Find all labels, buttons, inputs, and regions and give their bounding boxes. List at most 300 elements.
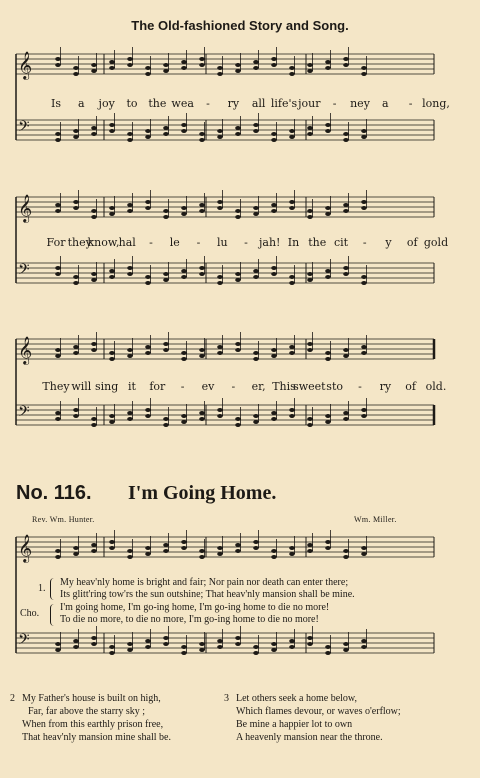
note-head (55, 354, 61, 358)
note-head (199, 138, 205, 142)
note-head (145, 546, 151, 550)
note-head (271, 63, 277, 67)
note-head (325, 540, 331, 544)
note-head (217, 206, 223, 210)
note-head (109, 66, 115, 70)
treble-staff (16, 47, 434, 80)
lyric-syllable: know, (87, 236, 120, 249)
lyric-syllable: they (67, 236, 92, 249)
lyric-syllable: all (251, 97, 266, 110)
note-head (289, 66, 295, 70)
note-head (109, 357, 115, 361)
note-head (343, 354, 349, 358)
note-head (109, 129, 115, 133)
note-head (109, 414, 115, 418)
note-head (145, 66, 151, 70)
words-credit: Rev. Wm. Hunter. (32, 515, 95, 524)
verse-line: Let others seek a home below, (236, 693, 357, 704)
note-head (271, 209, 277, 213)
note-head (271, 138, 277, 142)
note-head (307, 69, 313, 73)
note-head (73, 275, 79, 279)
note-head (163, 543, 169, 547)
lyric-syllable: For (46, 236, 66, 249)
treble-clef-icon: 𝄞 (18, 336, 33, 364)
note-head (163, 63, 169, 67)
note-head (91, 423, 97, 427)
note-head (199, 57, 205, 61)
note-head (325, 212, 331, 216)
note-head (289, 206, 295, 210)
note-head (163, 549, 169, 553)
note-head (127, 138, 133, 142)
note-head (127, 132, 133, 136)
note-head (235, 543, 241, 547)
lyric-syllable: - (180, 380, 185, 393)
lyric-syllable: This (272, 380, 296, 393)
verse-number: 3 (224, 693, 229, 704)
lyric-syllable: ry (379, 380, 392, 393)
note-head (91, 417, 97, 421)
note-head (289, 275, 295, 279)
note-head (145, 200, 151, 204)
note-head (343, 203, 349, 207)
note-head (73, 66, 79, 70)
note-head (73, 546, 79, 550)
lyric-syllable: long, (422, 97, 450, 110)
note-head (127, 63, 133, 67)
note-head (235, 63, 241, 67)
note-head (307, 423, 313, 427)
note-head (343, 648, 349, 652)
note-head (91, 549, 97, 553)
note-head (91, 636, 97, 640)
note-head (307, 132, 313, 136)
lyric-syllable: They (42, 380, 70, 393)
note-head (271, 272, 277, 276)
lyric-syllable: y (385, 236, 392, 249)
note-head (145, 206, 151, 210)
note-head (307, 342, 313, 346)
note-head (55, 411, 61, 415)
note-head (163, 348, 169, 352)
note-head (199, 549, 205, 553)
note-head (163, 417, 169, 421)
verse-line: My Father's house is built on high, (22, 693, 161, 704)
note-head (127, 348, 133, 352)
note-head (181, 66, 187, 70)
note-head (91, 348, 97, 352)
note-head (73, 408, 79, 412)
note-head (253, 129, 259, 133)
treble-staff (16, 332, 434, 365)
note-head (181, 275, 187, 279)
note-head (127, 642, 133, 646)
note-head (163, 342, 169, 346)
note-head (55, 648, 61, 652)
note-head (145, 552, 151, 556)
note-head (199, 203, 205, 207)
note-head (73, 129, 79, 133)
bass-clef-icon: 𝄢 (18, 118, 30, 139)
note-head (235, 342, 241, 346)
note-head (91, 132, 97, 136)
note-head (253, 269, 259, 273)
lyric-syllable: - (332, 97, 337, 110)
note-head (307, 209, 313, 213)
note-head (163, 636, 169, 640)
note-head (145, 281, 151, 285)
note-head (325, 206, 331, 210)
note-head (145, 408, 151, 412)
note-head (73, 135, 79, 139)
note-head (235, 423, 241, 427)
lyric-syllable: a (78, 97, 85, 110)
note-head (253, 645, 259, 649)
lyric-syllable: - (206, 97, 210, 110)
note-head (361, 414, 367, 418)
note-head (55, 642, 61, 646)
note-head (91, 543, 97, 547)
lyric-syllable: - (358, 380, 362, 393)
note-head (73, 639, 79, 643)
lyric-syllable: for (149, 380, 166, 393)
note-head (109, 546, 115, 550)
note-head (181, 645, 187, 649)
note-head (73, 206, 79, 210)
lyric-syllable: the (308, 236, 327, 249)
lyric-syllable: - (362, 236, 367, 249)
note-head (325, 60, 331, 64)
note-head (109, 60, 115, 64)
note-head (217, 408, 223, 412)
stanza-1-line-1: My heav'nly home is bright and fair; Nor pain nor death can enter there; (60, 577, 349, 588)
note-head (127, 266, 133, 270)
lyric-syllable: to (126, 97, 138, 110)
note-head (289, 408, 295, 412)
note-head (343, 132, 349, 136)
note-head (325, 66, 331, 70)
note-head (271, 203, 277, 207)
note-head (307, 348, 313, 352)
note-head (361, 66, 367, 70)
note-head (325, 651, 331, 655)
lyric-syllable: - (149, 236, 153, 249)
note-head (289, 345, 295, 349)
note-head (55, 57, 61, 61)
note-head (235, 348, 241, 352)
note-head (253, 540, 259, 544)
note-head (217, 275, 223, 279)
note-head (55, 209, 61, 213)
note-head (361, 645, 367, 649)
note-head (361, 552, 367, 556)
note-head (163, 272, 169, 276)
note-head (253, 357, 259, 361)
note-head (127, 209, 133, 213)
note-head (325, 123, 331, 127)
lyric-syllable: wea (171, 97, 194, 110)
note-head (181, 414, 187, 418)
note-head (199, 648, 205, 652)
note-head (217, 546, 223, 550)
note-head (361, 351, 367, 355)
verse-line: Far, far above the starry sky ; (28, 706, 146, 717)
lyric-syllable: - (231, 380, 236, 393)
note-head (163, 642, 169, 646)
lyric-syllable: of (406, 236, 418, 249)
note-head (325, 645, 331, 649)
note-head (253, 212, 259, 216)
bass-staff (16, 626, 434, 655)
note-head (361, 546, 367, 550)
note-head (343, 63, 349, 67)
verse-number: 2 (10, 693, 15, 704)
note-head (181, 60, 187, 64)
note-head (91, 69, 97, 73)
note-head (181, 540, 187, 544)
lyric-syllable: ry (227, 97, 240, 110)
note-head (307, 549, 313, 553)
lyric-syllable: the (148, 97, 167, 110)
note-head (217, 129, 223, 133)
chorus-label: Cho. (20, 608, 40, 619)
treble-clef-icon: 𝄞 (18, 534, 33, 562)
note-head (253, 351, 259, 355)
note-head (361, 72, 367, 76)
note-head (235, 636, 241, 640)
bass-clef-icon: 𝄢 (18, 261, 30, 282)
note-head (235, 278, 241, 282)
note-head (55, 555, 61, 559)
note-head (55, 417, 61, 421)
note-head (217, 135, 223, 139)
note-head (181, 206, 187, 210)
note-head (199, 417, 205, 421)
note-head (307, 642, 313, 646)
note-head (289, 552, 295, 556)
note-head (307, 63, 313, 67)
note-head (271, 555, 277, 559)
stanza-label: 1. (38, 583, 46, 594)
note-head (109, 269, 115, 273)
lyric-syllable: jah! (259, 236, 281, 249)
verse-3 (224, 692, 401, 744)
note-head (199, 63, 205, 67)
note-head (91, 63, 97, 67)
note-head (361, 408, 367, 412)
note-head (199, 642, 205, 646)
note-head (127, 648, 133, 652)
note-head (253, 651, 259, 655)
note-head (361, 200, 367, 204)
note-head (289, 414, 295, 418)
note-head (307, 636, 313, 640)
note-head (199, 209, 205, 213)
note-head (271, 642, 277, 646)
note-head (199, 348, 205, 352)
note-head (199, 272, 205, 276)
note-head (271, 348, 277, 352)
note-head (253, 420, 259, 424)
note-head (235, 272, 241, 276)
note-head (181, 269, 187, 273)
bass-staff (16, 113, 434, 142)
note-head (91, 342, 97, 346)
note-head (271, 132, 277, 136)
note-head (253, 546, 259, 550)
note-head (235, 642, 241, 646)
note-head (55, 266, 61, 270)
treble-staff (16, 530, 434, 563)
note-head (289, 281, 295, 285)
treble-clef-icon: 𝄞 (18, 51, 33, 79)
bass-clef-icon: 𝄢 (18, 631, 30, 652)
note-head (289, 72, 295, 76)
note-head (181, 123, 187, 127)
lyric-syllable: le (169, 236, 180, 249)
note-head (127, 57, 133, 61)
note-head (343, 266, 349, 270)
hymn-title: I'm Going Home. (128, 482, 277, 504)
verse-line: Which flames devour, or waves o'erflow; (236, 706, 401, 717)
note-head (73, 345, 79, 349)
note-head (307, 272, 313, 276)
note-head (361, 281, 367, 285)
note-head (343, 555, 349, 559)
note-head (271, 411, 277, 415)
hymn-heading (16, 482, 456, 506)
note-head (343, 642, 349, 646)
note-head (361, 275, 367, 279)
note-head (145, 135, 151, 139)
note-head (181, 546, 187, 550)
note-head (199, 266, 205, 270)
lyric-syllable: gold (423, 236, 449, 249)
note-head (127, 354, 133, 358)
treble-clef-icon: 𝄞 (18, 194, 33, 222)
note-head (55, 348, 61, 352)
note-head (181, 212, 187, 216)
note-head (235, 209, 241, 213)
verse-line: Be mine a happier lot to own (236, 719, 353, 730)
chorus-brace (50, 604, 57, 626)
hymn-number: No. 116. (16, 482, 92, 504)
lyric-syllable: - (244, 236, 248, 249)
note-head (217, 645, 223, 649)
note-head (73, 351, 79, 355)
note-head (217, 72, 223, 76)
note-head (325, 129, 331, 133)
note-head (91, 215, 97, 219)
note-head (181, 357, 187, 361)
note-head (145, 639, 151, 643)
verse-line: When from this earthly prison free, (22, 719, 164, 730)
note-head (343, 138, 349, 142)
note-head (91, 278, 97, 282)
note-head (271, 417, 277, 421)
note-head (271, 266, 277, 270)
lyric-syllable: sto (326, 380, 344, 393)
note-head (181, 351, 187, 355)
note-head (109, 540, 115, 544)
note-head (163, 423, 169, 427)
bass-staff (16, 256, 434, 285)
lyric-syllable: lu (216, 236, 228, 249)
note-head (91, 126, 97, 130)
chorus-line-1: I'm going home, I'm go-ing home, I'm go-ing home to die no more! (60, 602, 330, 613)
note-head (289, 645, 295, 649)
note-head (181, 651, 187, 655)
lyric-syllable: life's (270, 97, 298, 110)
note-head (325, 546, 331, 550)
note-head (289, 351, 295, 355)
note-head (289, 135, 295, 139)
note-head (109, 645, 115, 649)
note-head (289, 546, 295, 550)
note-head (109, 275, 115, 279)
note-head (289, 639, 295, 643)
note-head (55, 203, 61, 207)
note-head (163, 278, 169, 282)
note-head (127, 203, 133, 207)
note-head (73, 552, 79, 556)
note-head (217, 414, 223, 418)
note-head (109, 651, 115, 655)
note-head (163, 126, 169, 130)
verse-line: A heavenly mansion near the throne. (236, 732, 383, 743)
note-head (271, 354, 277, 358)
note-head (235, 215, 241, 219)
verse-2 (10, 692, 171, 744)
note-head (127, 417, 133, 421)
note-head (73, 281, 79, 285)
note-head (163, 215, 169, 219)
note-head (253, 66, 259, 70)
note-head (181, 420, 187, 424)
lyric-syllable: a (382, 97, 389, 110)
note-head (55, 138, 61, 142)
lyric-syllable: will (71, 380, 92, 393)
lyric-syllable: hal (118, 236, 136, 249)
note-head (361, 129, 367, 133)
note-head (325, 269, 331, 273)
note-head (271, 57, 277, 61)
note-head (199, 411, 205, 415)
note-head (271, 549, 277, 553)
note-head (199, 354, 205, 358)
note-head (307, 126, 313, 130)
note-head (361, 345, 367, 349)
note-head (109, 420, 115, 424)
note-head (145, 414, 151, 418)
note-head (361, 135, 367, 139)
note-head (199, 132, 205, 136)
lyric-syllable: - (196, 236, 201, 249)
note-head (145, 275, 151, 279)
note-head (55, 549, 61, 553)
stanza-brace (50, 578, 57, 600)
note-head (343, 348, 349, 352)
lyric-syllable: er, (251, 380, 266, 393)
treble-staff (16, 190, 434, 223)
lyric-syllable: joy (98, 97, 115, 110)
note-head (289, 129, 295, 133)
lyric-syllable: - (408, 97, 413, 110)
note-head (91, 209, 97, 213)
note-head (235, 69, 241, 73)
note-head (109, 212, 115, 216)
